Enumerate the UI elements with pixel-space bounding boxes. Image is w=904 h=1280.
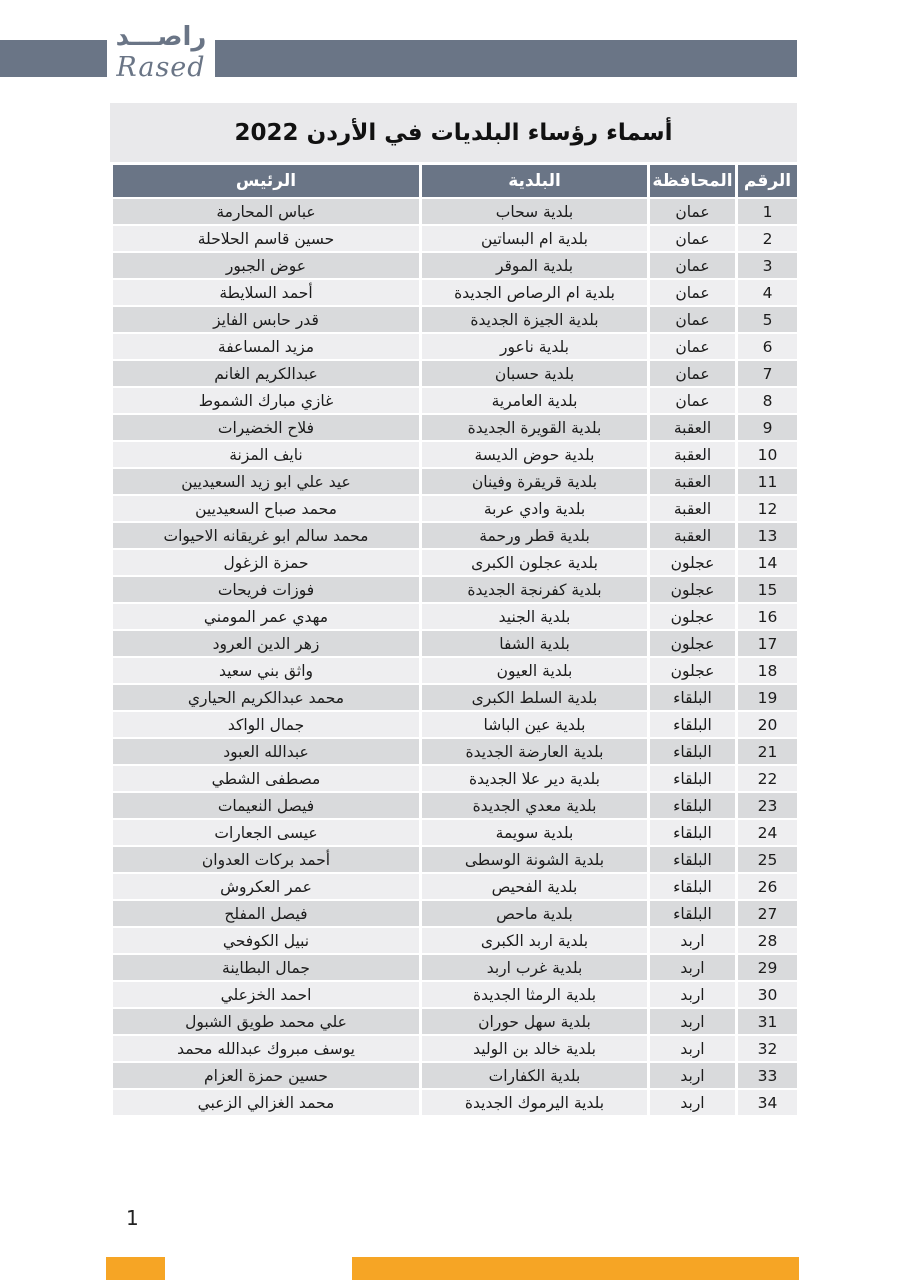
cell-municipality: بلدية دير علا الجديدة [421,765,649,792]
cell-mayor: حمزة الزغول [112,549,421,576]
table-row [112,441,799,468]
footer-orange-bar [352,1257,799,1280]
cell-municipality: بلدية سحاب [421,198,649,225]
cell-number: 2 [737,225,799,252]
cell-mayor: أحمد السلايطة [112,279,421,306]
cell-mayor: نايف المزنة [112,441,421,468]
cell-mayor: مزيد المساعفة [112,333,421,360]
cell-mayor: محمد سالم ابو غريقانه الاحيوات [112,522,421,549]
cell-municipality: بلدية سهل حوران [421,1008,649,1035]
cell-municipality: بلدية سويمة [421,819,649,846]
cell-governorate: البلقاء [649,819,737,846]
cell-governorate: البلقاء [649,738,737,765]
table-row [112,819,799,846]
cell-mayor: زهر الدين العرود [112,630,421,657]
table-row [112,792,799,819]
cell-mayor: عبدالكريم الغانم [112,360,421,387]
cell-governorate: عجلون [649,603,737,630]
page-title: أسماء رؤساء البلديات في الأردن 2022 [234,119,673,146]
cell-mayor: عمر العكروش [112,873,421,900]
cell-mayor: أحمد بركات العدوان [112,846,421,873]
cell-mayor: محمد عبدالكريم الحياري [112,684,421,711]
cell-number: 31 [737,1008,799,1035]
cell-municipality: بلدية ماحص [421,900,649,927]
cell-number: 17 [737,630,799,657]
cell-number: 34 [737,1089,799,1116]
cell-mayor: واثق بني سعيد [112,657,421,684]
cell-number: 4 [737,279,799,306]
cell-number: 27 [737,900,799,927]
cell-municipality: بلدية كفرنجة الجديدة [421,576,649,603]
cell-municipality: بلدية العامرية [421,387,649,414]
cell-governorate: اربد [649,954,737,981]
table-row [112,738,799,765]
cell-mayor: فيصل النعيمات [112,792,421,819]
cell-municipality: بلدية وادي عربة [421,495,649,522]
logo-latin-text: Rased [116,52,206,84]
cell-governorate: عجلون [649,549,737,576]
table-row [112,684,799,711]
cell-governorate: عمان [649,306,737,333]
cell-municipality: بلدية العيون [421,657,649,684]
cell-municipality: بلدية قطر ورحمة [421,522,649,549]
cell-number: 7 [737,360,799,387]
cell-mayor: غازي مبارك الشموط [112,387,421,414]
column-header-number: الرقم [737,164,799,198]
cell-governorate: اربد [649,1089,737,1116]
cell-mayor: قدر حابس الفايز [112,306,421,333]
cell-governorate: اربد [649,1062,737,1089]
table-row [112,657,799,684]
cell-municipality: بلدية اربد الكبرى [421,927,649,954]
title-block [110,103,797,162]
cell-municipality: بلدية الموقر [421,252,649,279]
cell-governorate: البلقاء [649,711,737,738]
cell-number: 18 [737,657,799,684]
table-row [112,711,799,738]
page-number: 1 [126,1206,139,1230]
cell-municipality: بلدية القويرة الجديدة [421,414,649,441]
cell-governorate: العقبة [649,414,737,441]
cell-municipality: بلدية حوض الديسة [421,441,649,468]
cell-municipality: بلدية العارضة الجديدة [421,738,649,765]
cell-governorate: عمان [649,360,737,387]
table-row [112,1035,799,1062]
cell-number: 22 [737,765,799,792]
table-row [112,765,799,792]
cell-governorate: البلقاء [649,873,737,900]
cell-number: 13 [737,522,799,549]
cell-municipality: بلدية الفحيص [421,873,649,900]
cell-governorate: عمان [649,279,737,306]
cell-mayor: يوسف مبروك عبدالله محمد [112,1035,421,1062]
cell-number: 3 [737,252,799,279]
table-row [112,1062,799,1089]
cell-mayor: مهدي عمر المومني [112,603,421,630]
table-body [112,198,799,1116]
table-row [112,198,799,225]
cell-number: 23 [737,792,799,819]
column-header-governorate: المحافظة [649,164,737,198]
cell-number: 29 [737,954,799,981]
cell-governorate: البلقاء [649,684,737,711]
cell-governorate: البلقاء [649,846,737,873]
cell-municipality: بلدية عجلون الكبرى [421,549,649,576]
table-row [112,522,799,549]
table-header-row [112,164,799,198]
table-row [112,495,799,522]
cell-municipality: بلدية اليرموك الجديدة [421,1089,649,1116]
cell-number: 11 [737,468,799,495]
cell-number: 1 [737,198,799,225]
cell-governorate: عمان [649,252,737,279]
table-row [112,306,799,333]
cell-municipality: بلدية معدي الجديدة [421,792,649,819]
municipalities-table [110,163,800,1117]
cell-municipality: بلدية ناعور [421,333,649,360]
cell-mayor: عيد علي ابو زيد السعيديين [112,468,421,495]
cell-number: 9 [737,414,799,441]
cell-mayor: عبدالله العبود [112,738,421,765]
cell-governorate: عمان [649,333,737,360]
cell-municipality: بلدية خالد بن الوليد [421,1035,649,1062]
cell-governorate: اربد [649,981,737,1008]
column-header-municipality: البلدية [421,164,649,198]
cell-governorate: البلقاء [649,900,737,927]
cell-mayor: نبيل الكوفحي [112,927,421,954]
cell-governorate: البلقاء [649,792,737,819]
cell-number: 33 [737,1062,799,1089]
cell-number: 19 [737,684,799,711]
cell-municipality: بلدية ام البساتين [421,225,649,252]
table-row [112,1089,799,1116]
cell-number: 24 [737,819,799,846]
cell-governorate: عمان [649,198,737,225]
cell-number: 14 [737,549,799,576]
cell-number: 32 [737,1035,799,1062]
logo-arabic-text: راصـــد [115,22,207,52]
table-row [112,927,799,954]
cell-municipality: بلدية عين الباشا [421,711,649,738]
cell-mayor: فوزات فريحات [112,576,421,603]
cell-mayor: عباس المحارمة [112,198,421,225]
cell-municipality: بلدية السلط الكبرى [421,684,649,711]
table-row [112,252,799,279]
cell-number: 12 [737,495,799,522]
cell-municipality: بلدية ام الرصاص الجديدة [421,279,649,306]
table-row [112,414,799,441]
table-row [112,1008,799,1035]
column-header-mayor: الرئيس [112,164,421,198]
cell-number: 10 [737,441,799,468]
cell-number: 15 [737,576,799,603]
cell-municipality: بلدية الجنيد [421,603,649,630]
table-row [112,846,799,873]
header-bar-right [215,40,797,77]
cell-municipality: بلدية الشفا [421,630,649,657]
table-row [112,387,799,414]
cell-governorate: عمان [649,225,737,252]
cell-number: 28 [737,927,799,954]
table-row [112,225,799,252]
cell-municipality: بلدية قريقرة وفينان [421,468,649,495]
table-row [112,360,799,387]
header-bar-left [0,40,107,77]
cell-mayor: محمد الغزالي الزعبي [112,1089,421,1116]
table-row [112,900,799,927]
cell-number: 5 [737,306,799,333]
footer-orange-square [106,1257,165,1280]
table-row [112,873,799,900]
rased-logo [110,22,212,83]
cell-mayor: حسين قاسم الحلاحلة [112,225,421,252]
cell-number: 21 [737,738,799,765]
cell-mayor: علي محمد طويق الشبول [112,1008,421,1035]
cell-mayor: محمد صباح السعيديين [112,495,421,522]
cell-municipality: بلدية الرمثا الجديدة [421,981,649,1008]
cell-mayor: مصطفى الشطي [112,765,421,792]
table-row [112,576,799,603]
cell-municipality: بلدية الجيزة الجديدة [421,306,649,333]
cell-governorate: اربد [649,927,737,954]
cell-mayor: عيسى الجعارات [112,819,421,846]
cell-governorate: العقبة [649,468,737,495]
table-row [112,279,799,306]
cell-number: 16 [737,603,799,630]
cell-mayor: احمد الخزعلي [112,981,421,1008]
cell-mayor: فيصل المفلح [112,900,421,927]
cell-municipality: بلدية غرب اربد [421,954,649,981]
table-row [112,549,799,576]
cell-governorate: العقبة [649,495,737,522]
cell-number: 30 [737,981,799,1008]
cell-municipality: بلدية حسبان [421,360,649,387]
cell-municipality: بلدية الشونة الوسطى [421,846,649,873]
cell-governorate: العقبة [649,522,737,549]
cell-governorate: عجلون [649,576,737,603]
table-row [112,603,799,630]
cell-mayor: عوض الجبور [112,252,421,279]
cell-mayor: جمال الواكد [112,711,421,738]
cell-governorate: العقبة [649,441,737,468]
cell-number: 25 [737,846,799,873]
cell-municipality: بلدية الكفارات [421,1062,649,1089]
table-row [112,333,799,360]
table-row [112,630,799,657]
cell-governorate: اربد [649,1008,737,1035]
cell-governorate: عجلون [649,630,737,657]
cell-mayor: فلاح الخضيرات [112,414,421,441]
cell-governorate: عجلون [649,657,737,684]
cell-number: 6 [737,333,799,360]
cell-number: 26 [737,873,799,900]
table-row [112,468,799,495]
table-row [112,981,799,1008]
cell-mayor: حسين حمزة العزام [112,1062,421,1089]
cell-mayor: جمال البطاينة [112,954,421,981]
cell-governorate: عمان [649,387,737,414]
cell-number: 8 [737,387,799,414]
cell-governorate: البلقاء [649,765,737,792]
cell-number: 20 [737,711,799,738]
table-row [112,954,799,981]
cell-governorate: اربد [649,1035,737,1062]
